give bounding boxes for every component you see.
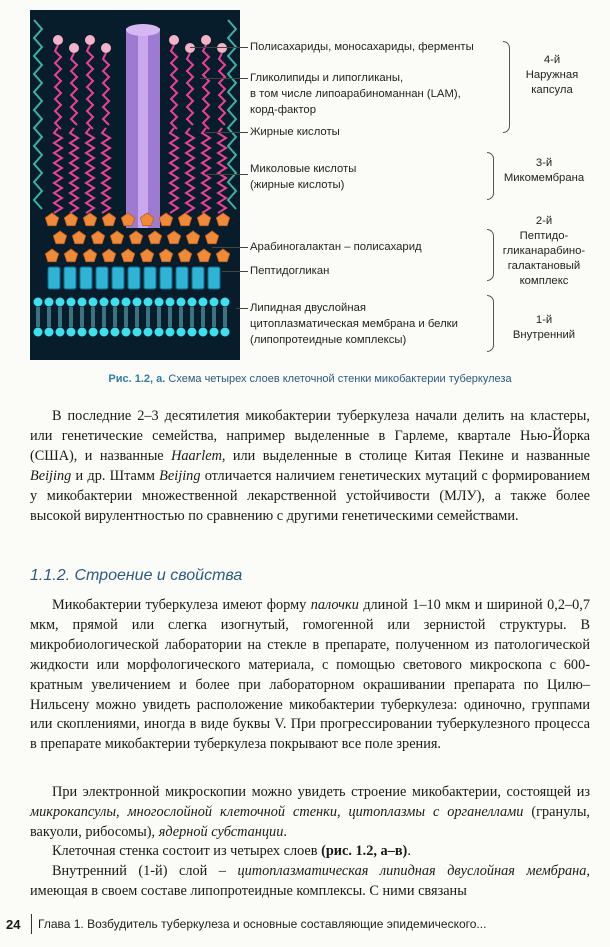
glycolipid-chain [103,53,109,125]
membrane-lipid-head [133,328,142,337]
text-run: , или выделенные в столице Китая Пекине и названные [221,447,591,464]
mycolic-acid-chain [170,128,178,213]
membrane-lipid-head [34,328,43,337]
arabinogalactan-unit [110,231,123,244]
text-run: . [407,843,411,859]
leader-line [190,47,248,48]
arabinogalactan-unit [205,231,218,244]
arabinogalactan-unit [45,213,58,226]
membrane-lipid-head [34,298,43,307]
membrane-lipid-head [166,298,175,307]
membrane-lipid-head [221,298,230,307]
brace-layer-3 [487,152,494,200]
text-run: Клеточная стенка состоит из четырех слоев [52,843,322,859]
text-run: Внутренний (1-й) слой – [52,863,238,879]
membrane-lipid-head [100,328,109,337]
arabinogalactan-unit [159,213,172,226]
figure-caption-ref: Рис. 1.2, а. [108,373,166,385]
membrane-lipid-head [188,328,197,337]
membrane-lipid-head [155,298,164,307]
membrane-lipid-head [144,328,153,337]
membrane-lipid-head [56,328,65,337]
figure-caption-text: Схема четырех слоев клеточной стенки микобактерии туберкулеза [165,373,512,385]
layer-4-name: Наружная [525,69,579,81]
layer-1-name: Внутренний [512,329,576,341]
arabinogalactan-unit [159,249,172,262]
leader-line [236,308,248,309]
text-run-italic: ядерной субстанции [158,823,284,840]
membrane-lipid-head [122,298,131,307]
peptidoglycan-unit [80,267,92,289]
leader-line [200,78,248,79]
polysaccharide-head [85,35,95,45]
paragraph-clusters [30,407,590,526]
membrane-lipid-head [177,298,186,307]
polysaccharide-head [53,35,63,45]
glycolipid-chain [71,53,77,125]
mycolic-acid-chain [186,128,194,213]
page-number: 24 [6,917,21,932]
polysaccharide-head [217,43,227,53]
layer-4-number: 4-й [543,54,561,66]
paragraph-shape [30,596,590,755]
layer-2-name-line3: галактановый [507,260,581,272]
layer-2-name-line4: комплекс [519,275,569,287]
text-run: В последние 2–3 десятилетия микобактерии туберкулеза начали делить на кластеры, или генетические семейства, например выделенные в Гарлеме, квартале Нью-Йорка (США), и названные [30,408,590,464]
text-run-italic: Haarlem [171,447,222,464]
figure-caption [30,373,590,385]
protein-rod-highlight [138,28,148,228]
section-heading: 1.1.2. Строение и свойства [30,567,243,584]
membrane-lipid-head [177,328,186,337]
text-run: Микобактерии туберкулеза имеют форму [52,597,311,613]
leader-line [222,271,248,272]
membrane-lipid-head [89,328,98,337]
layer-4-label [502,53,602,98]
polysaccharide-head [169,35,179,45]
leader-line [205,174,248,175]
mycolic-acid-chain [86,128,94,213]
layer-2-number: 2-й [535,215,553,227]
peptidoglycan-unit [192,267,204,289]
layer-3-name: Микомембрана [503,172,585,184]
text-run-italic: палочки [310,597,359,613]
arabinogalactan-unit [140,249,153,262]
membrane-lipid-head [122,328,131,337]
capsule-border-left [34,20,42,209]
peptidoglycan-unit [208,267,220,289]
membrane-lipid-head [188,298,197,307]
peptidoglycan-unit [112,267,124,289]
glycolipid-chain [187,53,193,125]
peptidoglycan-unit [64,267,76,289]
arabinogalactan-unit [197,213,210,226]
text-run: отличается наличием генетических мутаций с формированием у микобактерии множественной лекарственной устойчивости (МЛУ), а также более высокой вирулентностью по сравнению с другими генетическими семействами. [30,467,590,524]
arabinogalactan-unit [178,249,191,262]
arabinogalactan-unit [186,231,199,244]
label-membrane-line3: (липопротеидные комплексы) [250,334,407,346]
membrane-lipid-head [133,298,142,307]
label-membrane: Липидная двуслойная [250,302,366,314]
arabinogalactan-unit [102,213,115,226]
glycolipid-chain [55,45,61,129]
label-arabinogalactan: Арабиногалактан – полисахарид [250,241,422,253]
peptidoglycan-unit [160,267,172,289]
label-fatty-acids: Жирные кислоты [250,126,340,138]
label-polysaccharides: Полисахариды, моносахариды, ферменты [250,41,474,53]
text-run-italic: Beijing [30,467,72,484]
text-run: При электронной микроскопии можно увидеть строение микобактерии, состоящей из [52,784,590,800]
membrane-lipid-head [199,328,208,337]
text-run: . [283,823,287,840]
membrane-lipid-head [78,298,87,307]
membrane-lipid-head [89,298,98,307]
label-glycolipids: Гликолипиды и липогликаны, [250,72,404,84]
text-run: , имеющая в своем составе липопротеидные комплексы. С ними связаны [30,863,590,899]
text-run: и др. Штамм [71,467,160,484]
membrane-lipid-head [155,328,164,337]
text-run-italic: микрокапсулы, многослойной клеточной стенки, цитоплазмы с органеллами [30,803,524,820]
brace-layer-1 [487,295,494,352]
layer-2-label [494,214,594,289]
polysaccharide-head [201,35,211,45]
running-title: Глава 1. Возбудитель туберкулеза и основные составляющие эпидемического... [38,917,487,931]
arabinogalactan-unit [197,249,210,262]
membrane-lipid-head [45,328,54,337]
paragraph-inner-layer [30,862,590,902]
peptidoglycan-unit [96,267,108,289]
glycolipid-chain [171,45,177,129]
cell-wall-illustration [30,10,240,360]
membrane-lipid-head [210,298,219,307]
arabinogalactan-unit [83,249,96,262]
mycolic-acid-chain [70,128,78,213]
membrane-lipid-head [199,298,208,307]
membrane-lipid-head [166,328,175,337]
membrane-lipid-head [78,328,87,337]
text-run-italic: Beijing [159,467,201,484]
arabinogalactan-unit [148,231,161,244]
arabinogalactan-unit [83,213,96,226]
layer-2-name: Пептидо- [519,230,569,242]
mycolic-acid-chain [202,128,210,213]
arabinogalactan-unit [129,231,142,244]
label-membrane-line2: цитоплазматическая мембрана и белки [250,318,458,330]
membrane-lipid-head [111,328,120,337]
arabinogalactan-unit [91,231,104,244]
figure-reference: (рис. 1.2, а–в) [321,843,408,859]
arabinogalactan-unit [72,231,85,244]
arabinogalactan-unit [178,213,191,226]
protein-rod-top [126,24,160,36]
arabinogalactan-unit [167,231,180,244]
mycolic-acid-chain [54,128,62,213]
label-mycolic-acids-line2: (жирные кислоты) [250,179,345,191]
layer-3-number: 3-й [535,157,553,169]
polysaccharide-head [69,43,79,53]
brace-layer-2 [487,229,494,281]
layer-4-name-line2: капсула [531,84,573,96]
polysaccharide-head [185,43,195,53]
layer-3-label [494,156,594,186]
layer-1-label [494,313,594,343]
layer-2-name-line2: гликанарабино- [502,245,586,257]
leader-line [205,132,248,133]
arabinogalactan-unit [64,249,77,262]
label-mycolic-acids: Миколовые кислоты [250,163,357,175]
page-footer [0,912,610,938]
mycolic-acid-chain [102,128,110,213]
membrane-lipid-head [111,298,120,307]
arabinogalactan-unit [102,249,115,262]
label-peptidoglycan: Пептидогликан [250,265,330,277]
membrane-lipid-head [67,328,76,337]
peptidoglycan-unit [48,267,60,289]
layer-1-number: 1-й [535,314,553,326]
paragraph-cell-wall [30,842,590,862]
membrane-lipid-head [100,298,109,307]
arabinogalactan-unit [216,249,229,262]
footer-divider [31,914,32,934]
peptidoglycan-unit [128,267,140,289]
glycolipid-chain [219,53,225,125]
arabinogalactan-unit [45,249,58,262]
cell-wall-diagram [30,10,240,360]
text-run: (гранулы, вакуоли, рибосомы), [30,803,590,840]
glycolipid-chain [87,45,93,129]
text-run: длиной 1–10 мкм и шириной 0,2–0,7 мкм, прямой или слегка изогнутый, гомогенной или зернистой структуры. В микробиологической лаборатории на стекле в препарате, полученном из патологической жидкости или морфологического материала, с помощью светового микроскопа с 600-кратным увеличением и более при лабораторном окрашивании препарата по Цилю–Нильсену можно увидеть расположение микобактерии туберкулеза: одиночно, группами или скоплениями, иногда в виде буквы V. При прогрессировании туберкулезного процесса в препарате микобактерии туберкулеза покрывают все поле зрения. [30,597,590,753]
label-glycolipids-line3: корд-фактор [250,104,316,116]
arabinogalactan-unit [216,213,229,226]
mycolic-acid-chain [218,128,226,213]
membrane-lipid-head [45,298,54,307]
membrane-lipid-head [144,298,153,307]
peptidoglycan-unit [144,267,156,289]
membrane-lipid-head [221,328,230,337]
arabinogalactan-unit [64,213,77,226]
capsule-border-right [228,20,236,209]
leader-line [212,247,248,248]
glycolipid-chain [203,45,209,129]
membrane-lipid-head [56,298,65,307]
text-run-italic: цитоплазматическая липидная двуслойная мембрана [237,863,587,879]
arabinogalactan-unit [53,231,66,244]
label-glycolipids-line2: в том числе липоарабиноманнан (LAM), [250,88,461,100]
membrane-lipid-head [210,328,219,337]
membrane-lipid-head [67,298,76,307]
peptidoglycan-unit [176,267,188,289]
polysaccharide-head [101,43,111,53]
arabinogalactan-unit [121,249,134,262]
paragraph-electron-microscopy [30,783,590,843]
